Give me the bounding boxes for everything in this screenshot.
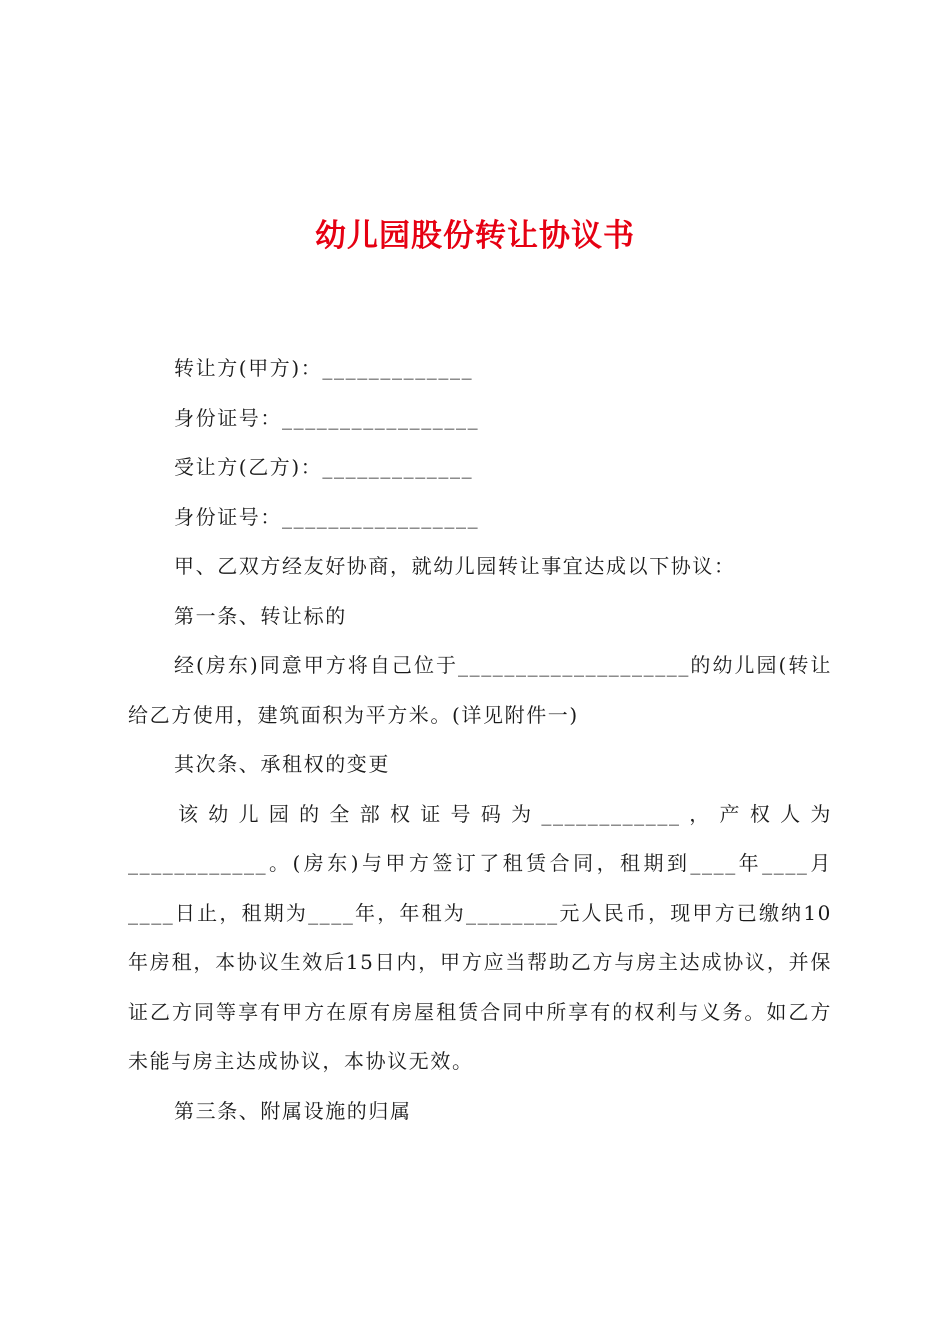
- article-2-heading: 其次条、承租权的变更: [174, 752, 390, 776]
- transferee-field: 受让方(乙方)：_____________: [174, 455, 474, 479]
- document-title: 幼儿园股份转让协议书: [315, 218, 635, 254]
- intro-paragraph: 甲、乙双方经友好协商，就幼儿园转让事宜达成以下协议：: [174, 554, 736, 578]
- document-body: [128, 344, 832, 1136]
- article-1-body: 经(房东)同意甲方将自己位于____________________的幼儿园(转让给乙方使用，建筑面积为平方米。(详见附件一): [128, 653, 832, 727]
- transferee-id-field: 身份证号：_________________: [174, 504, 480, 529]
- transferor-id-field: 身份证号：_________________: [174, 405, 480, 430]
- transferor-field: 转让方(甲方)：_____________: [174, 356, 474, 380]
- article-2-body: 该幼儿园的全部权证号码为____________，产权人为____________。(房东)与甲方签订了租赁合同，租期到____年____月____日止，租期为____年，年租为________元人民币，现甲方已缴纳10年房租，本协议生效后15日内，甲方应当帮助乙方与房主达成协议，并保证乙方同等享有甲方在原有房屋租赁合同中所享有的权利与义务。如乙方未能与房主达成协议，本协议无效。: [128, 801, 832, 1073]
- article-1-heading: 第一条、转让标的: [174, 603, 347, 628]
- article-3-heading: 第三条、附属设施的归属: [174, 1098, 412, 1123]
